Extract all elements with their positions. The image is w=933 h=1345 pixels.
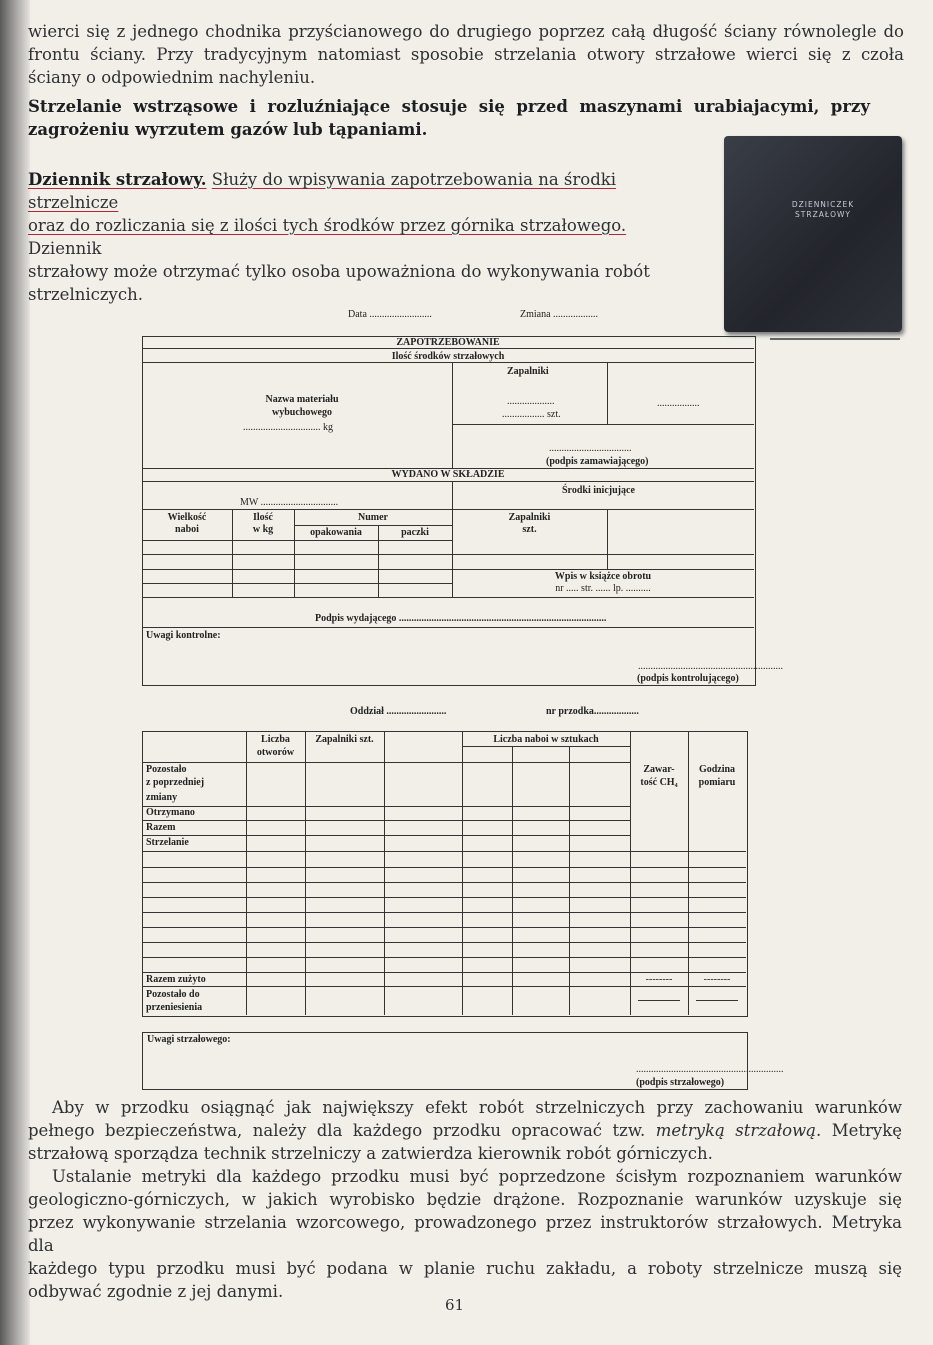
rule [142,835,630,836]
row-label: Pozostało [146,764,187,775]
other-dots: ................. [657,398,700,409]
text-line: Ustalanie metryki dla każdego przodku musi być poprzedzone ścisłym rozpoznaniem warunków [52,1167,902,1186]
cover-text-line: DZIENNICZEK [791,200,855,209]
zapalniki-szt-header: Zapalniki szt. [315,734,374,745]
wpis-label: Wpis w książce obrotu [554,571,652,582]
text-line: przez wykonywanie strzelania wzorcowego, prowadzonego przez instruktorów strzałowych. Metryka dla [28,1213,902,1255]
text-fragment: Dziennik [28,239,102,258]
rule [142,806,630,807]
uwagi-strzalowego-label: Uwagi strzałowego: [147,1034,231,1045]
text-line: strzałowy może otrzymać tylko osoba upoważniona do wykonywania robót [28,262,650,281]
godzina-pomiaru-header: pomiaru [698,777,736,788]
row-label: Pozostało do [146,989,200,1000]
rule [142,986,746,987]
szt-field: ................. szt. [502,409,561,420]
mw-field: MW ............................... [240,497,339,508]
text-line: strzałową sporządza technik strzelniczy a zatwierdza kierownik robót górniczych. [28,1144,713,1163]
text-line: frontu ściany. Przy tradycyjnym natomiast sposobie strzelania otwory strzałowe wierci się z czoła [28,45,904,64]
wydano-header: WYDANO W SKŁADZIE [391,469,505,480]
row-label: Razem [146,822,176,833]
material-name-label: Nazwa materiału [265,394,339,405]
wielkosc-label: naboi [175,524,199,535]
text-line: wierci się z jednego chodnika przyścianowego do drugiego poprzez całą długość ściany równolegle do [28,22,904,41]
rule [142,762,630,763]
row-label: zmiany [146,792,178,803]
zawartosc-ch4-header: Zawar- [643,764,675,775]
wpis-field: nr ..... str. ...... lp. .......... [555,583,651,594]
row-label: Razem zużyto [146,974,206,985]
dash-mark [638,1000,680,1001]
highlighted-text: Służy do wpisywania zapotrzebowania na środki strzelnicze [28,170,617,212]
liczba-otworow-header: Liczba [261,734,290,745]
text-line: Strzelanie wstrząsowe i rozluźniające stosuje się przed maszynami urabiajacymi, przy [28,97,870,116]
wielkosc-label: Wielkość [167,512,207,523]
row-label: Otrzymano [146,807,195,818]
paczki-label: paczki [401,527,429,538]
podpis-wydajacego: Podpis wydającego ................................................................................... [315,613,607,624]
zapalniki-label: Zapalniki [508,512,551,523]
kg-field: ............................... kg [243,422,333,433]
dash-value: -------- [703,974,731,985]
szt-label: szt. [522,524,537,535]
rule [569,746,570,1015]
liczba-naboi-header: Liczba naboi w sztukach [493,734,599,745]
godzina-pomiaru-header: Godzina [698,764,736,775]
dziennik-term: Dziennik strzałowy. [28,170,207,189]
rule [462,746,630,747]
dash-value: -------- [645,974,673,985]
srodki-inicjujace-label: Środki inicjujące [562,485,635,496]
highlighted-text: oraz do rozliczania się z ilości tych środków przez górnika strzałowego. [28,216,627,235]
numer-label: Numer [358,512,388,523]
text-line: odbywać zgodnie z jej danymi. [28,1282,284,1301]
rule [142,882,746,883]
zawartosc-ch4-header: tość CH₄ [640,777,678,788]
text-line: geologiczno-górniczych, w jakich wyrobisko będzie drążone. Rozpoznanie warunków uzyskuje się [28,1190,902,1209]
rule [142,897,746,898]
row-label: Strzelanie [146,837,189,848]
uwagi-kontrolne-label: Uwagi kontrolne: [146,630,221,641]
oddzial-field: Oddział ........................ [350,706,447,717]
rule [142,957,746,958]
zapotrzebowanie-header: ZAPOTRZEBOWANIE [396,337,500,348]
rule [142,972,746,973]
podpis-strzalowego: (podpis strzałowego) [636,1077,725,1088]
rule [142,820,630,821]
zapalniki-dots: ................... [507,396,555,407]
podpis-zamawiajacego: (podpis zamawiającego) [546,456,649,467]
rule [142,912,746,913]
podpis-kontrolujacego: (podpis kontrolującego) [637,673,739,684]
row-label: przeniesienia [146,1002,203,1013]
row-label: z poprzedniej [146,777,205,788]
liczba-otworow-header: otworów [256,747,295,758]
text-line: pełnego bezpieczeństwa, należy dla każdego przodku opracować tzw. metryką strzałową. Metrykę [28,1121,902,1140]
ilosc-label: Ilość [253,512,273,523]
metryka-paragraph [28,1096,902,1303]
date-field: Data ......................... [348,309,432,320]
text-line: strzelniczych. [28,285,143,304]
signature-dots: ........................................................... [636,1064,784,1075]
opakowania-label: opakowania [310,527,362,538]
italic-term: metryką strzałową [655,1121,817,1140]
cover-text-line: STRZAŁOWY [795,210,851,219]
material-name-label: wybuchowego [271,407,332,418]
dash-mark [696,1000,738,1001]
ilosc-label: w kg [252,524,274,535]
rule [142,851,746,852]
signature-dots: ................................. [549,443,632,454]
shift-field: Zmiana .................. [520,309,599,320]
ilosc-srodkow-header: Ilość środków strzałowych [391,351,505,362]
signature-dots: .......................................................... [638,661,783,672]
text-line: zagrożeniu wyrzutem gazów lub tąpaniami. [28,120,428,139]
text-line: ściany o odpowiednim nachyleniu. [28,68,316,87]
text-line: Aby w przodku osiągnąć jak największy efekt robót strzelniczych przy zachowaniu warunków [52,1098,902,1117]
text-line: każdego typu przodku musi być podana w planie ruchu zakładu, a roboty strzelnicze muszą się [28,1259,902,1278]
zapalniki-label: Zapalniki [507,366,549,377]
rule [142,942,746,943]
rule [142,927,746,928]
rule [142,867,746,868]
page-number: 61 [445,1296,465,1314]
nr-przodka-field: nr przodka.................. [546,706,639,717]
rule [512,746,513,1015]
